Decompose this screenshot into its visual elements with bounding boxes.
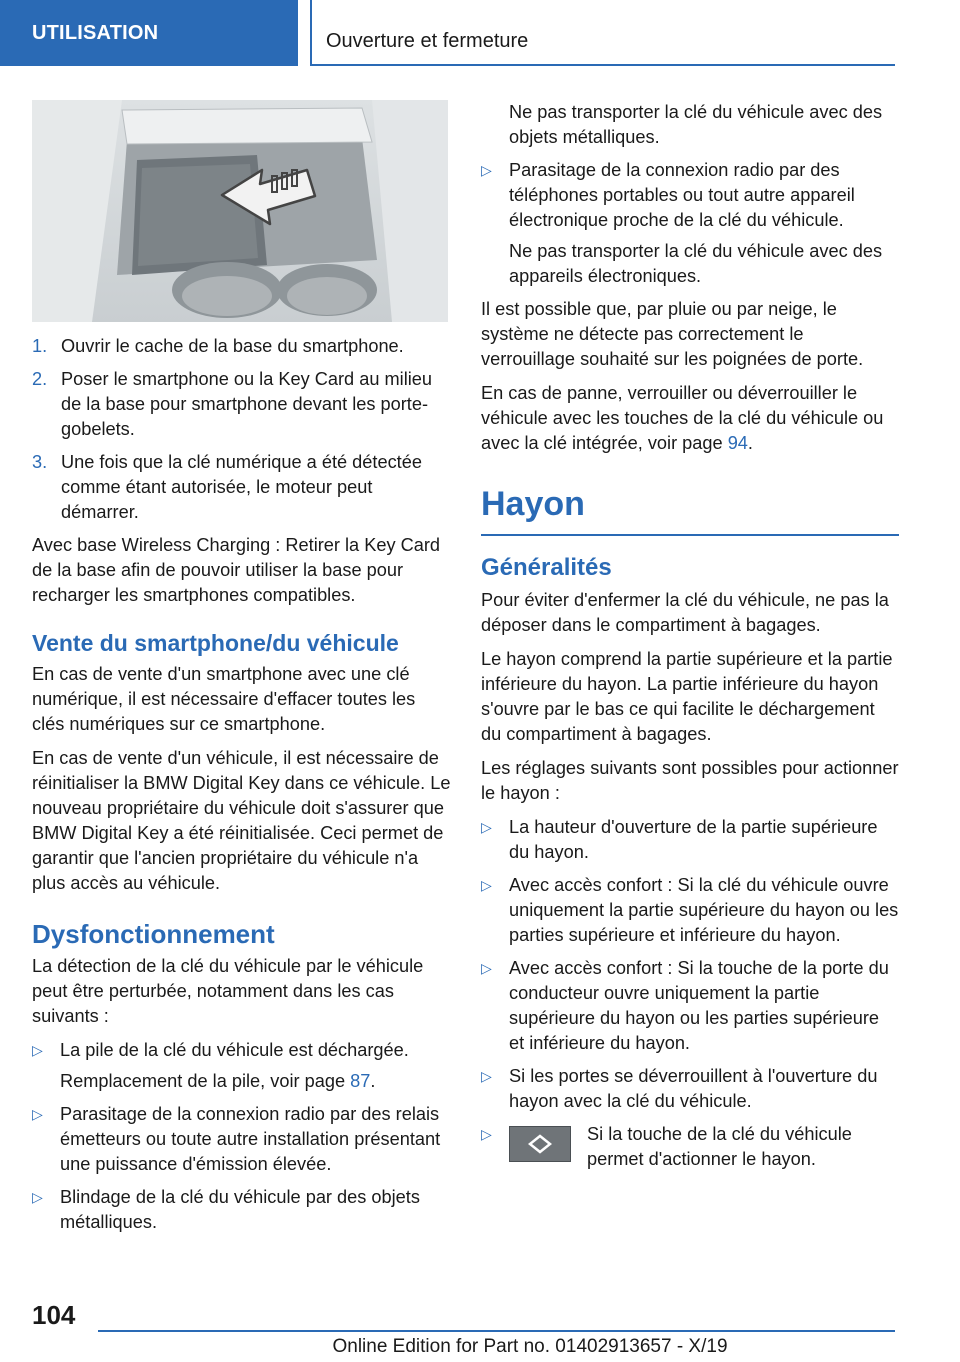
step-item [32,334,452,359]
triangle-bullet-icon: ▷ [32,1106,43,1122]
step-text: Une fois que la clé numérique a été détectée comme étant autorisée, le moteur peut démarrer. [61,452,422,522]
diamond-icon [510,1127,570,1161]
malfunction-heading: Dysfonctionnement [32,919,275,949]
step-number: 3. [32,452,48,472]
battery-ref-end: . [370,1071,376,1091]
footer-rule [98,1330,895,1332]
bullet-item [32,1185,452,1235]
step-item [32,367,452,442]
left-column [32,100,452,1243]
bullet-item [481,956,899,1056]
tailgate-key-button-icon [509,1126,571,1162]
settings-bullets [481,815,899,1172]
sale-paragraph-2: En cas de vente d'un véhicule, il est nécessaire de réinitialiser la BMW Digital Key dans ce véhicule. Le nouveau propriétaire du véhicule doit s'assurer que BMW Digital Key a été réinitialisée. Ceci permet de garantir que l'ancien propriétaire du véhicule n'a plus accès au véhicule. [32,748,451,893]
bullet-item [481,815,899,865]
general-heading: Généralités [481,554,612,581]
steps-list [32,334,452,525]
right-column [481,100,899,1180]
battery-ref-text: Remplacement de la pile, voir page [60,1071,351,1091]
bullet-subtext: Ne pas transporter la clé du véhicule avec des appareils électroniques. [509,241,883,286]
triangle-bullet-icon: ▷ [32,1042,43,1058]
bullet-item [481,158,899,289]
triangle-bullet-icon: ▷ [481,1068,492,1084]
sale-heading: Vente du smartphone/du véhicule [32,630,399,656]
page-number: 104 [32,1300,76,1330]
fault-text: En cas de panne, verrouiller ou déverrouiller le véhicule avec les touches de la clé du véhicule ou avec la clé intégrée, voir page [481,383,884,453]
general-paragraph-3: Les réglages suivants sont possibles pour actionner le hayon : [481,758,899,803]
bullet-text: Avec accès confort : Si la touche de la porte du conducteur ouvre uniquement la partie supérieure du hayon ou les parties supérieure et inférieure du hayon. [509,958,889,1053]
malfunction-intro: La détection de la clé du véhicule par le véhicule peut être perturbée, notamment dans les cas suivants : [32,956,424,1026]
bullet-text: Si la touche de la clé du véhicule permet d'actionner le hayon. [587,1124,852,1169]
step-item [32,450,452,525]
step-number: 2. [32,369,48,389]
malfunction-bullets [32,1038,452,1235]
bullet-text: Si les portes se déverrouillent à l'ouverture du hayon avec la clé du véhicule. [509,1066,878,1111]
general-paragraph-1: Pour éviter d'enfermer la clé du véhicule, ne pas la déposer dans le compartiment à bagages. [481,590,889,635]
smartphone-tray-photo [32,100,448,322]
heading-rule [481,534,899,536]
bullet-item [32,1038,452,1094]
bullet-item [32,1102,452,1177]
tailgate-heading: Hayon [481,485,585,523]
page-footer [0,1300,960,1362]
page-link-87[interactable]: 87 [350,1071,371,1091]
sale-paragraph-1: En cas de vente d'un smartphone avec une clé numérique, il est nécessaire d'effacer toutes les clés numériques sur ce smartphone. [32,664,416,734]
header-rule [310,64,895,66]
malfunction-bullets-continued [481,158,899,289]
step-number: 1. [32,336,48,356]
triangle-bullet-icon: ▷ [481,877,492,893]
chapter-title: Ouverture et fermeture [326,30,529,52]
general-paragraph-2: Le hayon comprend la partie supérieure et la partie inférieure du hayon. La partie inférieure du hayon s'ouvre par le bas ce qui facilite le déchargement du compartiment à bagages. [481,649,893,744]
edition-text: Online Edition for Part no. 01402913657 - X/19 [332,1336,728,1357]
triangle-bullet-icon: ▷ [481,1126,492,1142]
header-divider [310,0,312,66]
page-header [0,0,960,66]
bullet-continuation: Ne pas transporter la clé du véhicule avec des objets métalliques. [509,102,883,147]
step-text: Ouvrir le cache de la base du smartphone. [61,336,404,356]
bullet-text: Parasitage de la connexion radio par des téléphones portables ou tout autre appareil électronique proche de la clé du véhicule. [509,160,855,230]
bullet-item [481,1122,899,1172]
bullet-text: La pile de la clé du véhicule est déchargée. [60,1040,409,1060]
page-link-94[interactable]: 94 [727,433,748,453]
fault-paragraph [481,381,899,456]
key-button-item [481,1122,899,1172]
section-tab: UTILISATION [0,0,298,66]
bullet-item [481,873,899,948]
bullet-text: Blindage de la clé du véhicule par des objets métalliques. [60,1187,420,1232]
triangle-bullet-icon: ▷ [481,819,492,835]
wireless-charging-note: Avec base Wireless Charging : Retirer la Key Card de la base afin de pouvoir utiliser la base pour recharger les smartphones compatibles. [32,535,441,605]
bullet-subtext [60,1069,452,1094]
bullet-text: Avec accès confort : Si la clé du véhicule ouvre uniquement la partie supérieure du hayon ou les parties supérieure et inférieure du hayon. [509,875,899,945]
rain-paragraph: Il est possible que, par pluie ou par neige, le système ne détecte pas correctement le verrouillage souhaité sur les poignées de porte. [481,299,864,369]
bullet-item [481,1064,899,1114]
step-text: Poser le smartphone ou la Key Card au milieu de la base pour smartphone devant les porte-gobelets. [61,369,433,439]
triangle-bullet-icon: ▷ [32,1189,43,1205]
triangle-bullet-icon: ▷ [481,960,492,976]
fault-end: . [747,433,753,453]
bullet-text: La hauteur d'ouverture de la partie supérieure du hayon. [509,817,878,862]
bullet-text: Parasitage de la connexion radio par des relais émetteurs ou toute autre installation présentant une puissance d'émission élevée. [60,1104,441,1174]
triangle-bullet-icon: ▷ [481,162,492,178]
